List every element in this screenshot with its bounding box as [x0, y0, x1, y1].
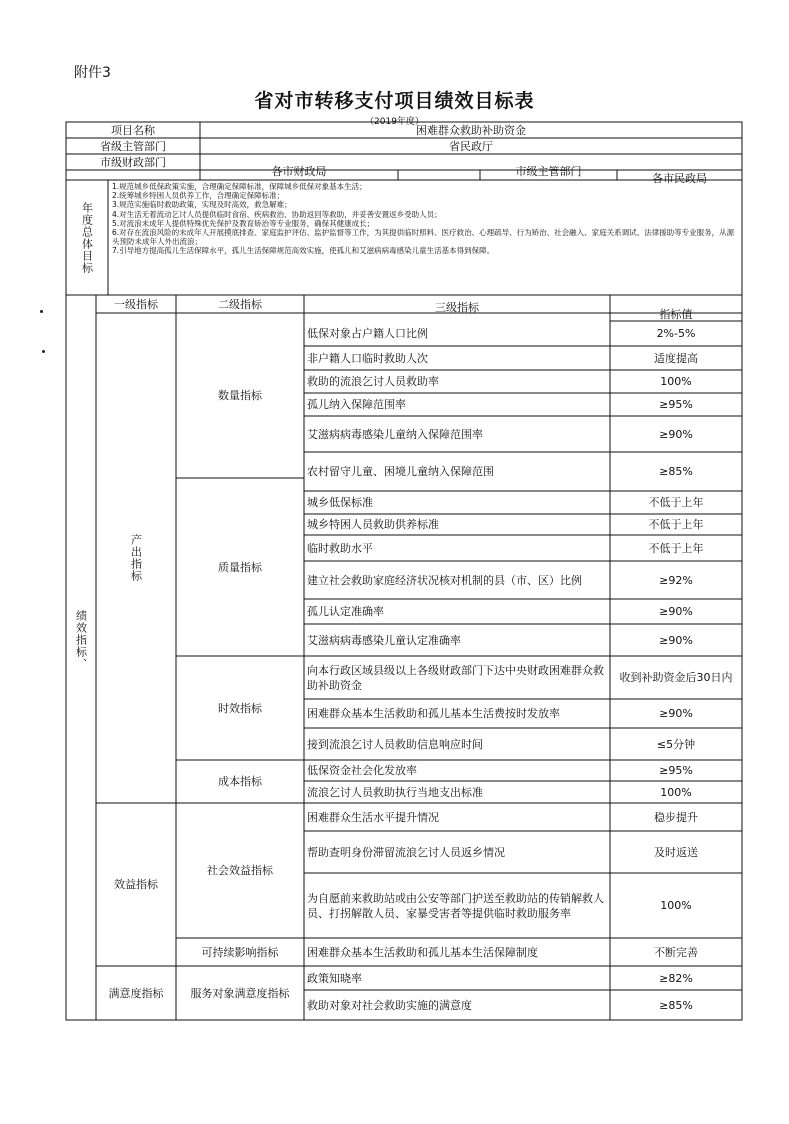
annual-goal-label: 年度总体目标	[80, 201, 94, 274]
indicator-name: 艾滋病病毒感染儿童认定准确率	[307, 633, 461, 647]
city-fin-label: 市级财政部门	[100, 155, 166, 169]
indicator-value: ≥95%	[659, 398, 693, 411]
indicator-value: 100%	[660, 375, 692, 388]
annual-goals	[112, 182, 740, 256]
group-social: 社会效益指标	[207, 864, 273, 877]
indicator-value: 不低于上年	[648, 496, 704, 509]
indicator-name: 救助的流浪乞讨人员救助率	[307, 375, 439, 388]
indicator-name: 农村留守儿童、困境儿童纳入保障范围	[307, 465, 494, 478]
prov-dept-label: 省级主管部门	[100, 139, 166, 153]
indicator-name: 城乡低保标准	[307, 496, 373, 509]
indicator-value: ≤5分钟	[656, 737, 696, 751]
indicator-name: 接到流浪乞讨人员救助信息响应时间	[307, 737, 483, 751]
scan-mark	[40, 310, 43, 313]
indicator-name: 低保资金社会化发放率	[307, 764, 417, 777]
indicator-name: 城乡特困人员救助供养标准	[307, 518, 439, 531]
indicator-name: 困难群众基本生活救助和孤儿基本生活保障制度	[307, 945, 538, 959]
indicator-value: 不低于上年	[648, 541, 704, 555]
perf-label: 绩效指标、	[74, 610, 88, 670]
indicator-name: 孤儿认定准确率	[307, 605, 384, 618]
year-label: （2019年度）	[365, 117, 424, 127]
indicator-value: ≥90%	[659, 707, 693, 720]
indicator-value: 不断完善	[654, 945, 698, 959]
project-name-label: 项目名称	[111, 123, 155, 137]
indicator-name: 帮助查明身份滞留流浪乞讨人员返乡情况	[307, 845, 505, 859]
col-level2: 二级指标	[218, 297, 262, 311]
indicator-value: ≥92%	[659, 573, 693, 587]
col-level3: 三级指标	[435, 300, 479, 314]
indicator-name: 孤儿纳入保障范围率	[307, 398, 406, 411]
indicator-value: 不低于上年	[648, 518, 704, 531]
attachment-label: 附件3	[74, 65, 111, 81]
col-level1: 一级指标	[114, 297, 158, 311]
indicator-value: ≥90%	[659, 633, 693, 647]
col-value: 指标值	[659, 307, 693, 321]
group-quantity: 数量指标	[218, 389, 262, 402]
page-title: 省对市转移支付项目绩效目标表	[254, 90, 535, 112]
indicator-value: ≥90%	[659, 427, 693, 441]
group-benefit: 效益指标	[114, 878, 158, 891]
indicator-value: 收到补助资金后30日内	[619, 671, 733, 684]
indicator-value: 及时返送	[654, 845, 698, 859]
indicator-value: 100%	[660, 785, 692, 799]
group-cost: 成本指标	[218, 775, 262, 788]
project-name-value: 困难群众救助补助资金	[416, 123, 526, 137]
indicator-name: 向本行政区域县级以上各级财政部门下达中央财政困难群众救助补助资金	[307, 663, 604, 692]
indicator-name: 为自愿前来救助站或由公安等部门护送至救助站的传销解救人员、打拐解散人员、家暴受害者等提供临时救助服务率	[307, 891, 604, 920]
indicator-name: 非户籍人口临时救助人次	[307, 351, 428, 365]
indicator-name: 低保对象占户籍人口比例	[307, 327, 428, 340]
indicator-value: ≥85%	[659, 465, 693, 478]
goal-line: 1.规范城乡低保政策实施，合理确定保障标准，保障城乡低保对象基本生活；	[112, 182, 367, 191]
indicator-value: ≥82%	[659, 971, 693, 985]
goal-line: 2.统筹城乡特困人员供养工作，合理确定保障标准；	[112, 191, 285, 201]
prov-dept-value: 省民政厅	[449, 139, 493, 153]
goal-line: 4.对生活无着流动乞讨人员提供临时食宿、疾病救治、协助返回等救助，并妥善安置返乡受助人员；	[112, 209, 442, 219]
indicator-name: 困难群众基本生活救助和孤儿基本生活费按时发放率	[307, 707, 560, 720]
group-quality: 质量指标	[218, 560, 262, 574]
group-timeliness: 时效指标	[218, 701, 262, 715]
indicator-value: 2%-5%	[656, 327, 696, 340]
goal-line: 5.对流浪未成年人提供特殊优先保护及教育矫治等专业服务，确保其健康成长；	[112, 218, 375, 228]
city-fin-value: 各市财政局	[271, 164, 327, 178]
indicator-value: 适度提高	[654, 351, 698, 365]
indicator-name: 政策知晓率	[307, 971, 362, 985]
goal-line: 3.规范实施临时救助政策，实现及时高效，救急解难；	[112, 200, 292, 210]
indicator-value: ≥85%	[659, 998, 693, 1012]
indicator-value: ≥95%	[659, 764, 693, 777]
scan-mark	[42, 350, 45, 353]
city-dept-value: 各市民政局	[652, 171, 707, 185]
indicator-value: 稳步提升	[654, 810, 698, 824]
goal-line: 7.引导地方提高孤儿生活保障水平，孤儿生活保障规范高效实施，使孤儿和艾滋病病毒感染儿童生活基本得到保障。	[112, 246, 495, 256]
goal-line: 6.对存在流浪风险的未成年人开展摸底排查、家庭监护评估、监护监督等工作，为其提供临时照料、医疗救治、心理疏导、行为矫治、社会融入、家庭关系调试、法律援助等专业服务，从源头预防未成年人外出流浪；	[112, 228, 735, 247]
indicator-value: 100%	[660, 899, 692, 912]
indicator-value: ≥90%	[659, 605, 693, 618]
indicator-name: 救助对象对社会救助实施的满意度	[307, 998, 472, 1012]
indicator-name: 困难群众生活水平提升情况	[307, 810, 439, 824]
indicator-name: 临时救助水平	[307, 541, 373, 555]
indicator-name: 流浪乞讨人员救助执行当地支出标准	[307, 785, 483, 799]
group-sustain: 可持续影响指标	[201, 945, 279, 959]
group-service: 服务对象满意度指标	[190, 986, 290, 1000]
city-dept-label: 市级主管部门	[515, 164, 582, 178]
indicator-name: 建立社会救助家庭经济状况核对机制的县（市、区）比例	[307, 573, 582, 587]
group-satisfaction: 满意度指标	[108, 986, 164, 1000]
group-output: 产出指标	[129, 534, 143, 582]
indicator-name: 艾滋病病毒感染儿童纳入保障范围率	[307, 427, 483, 441]
